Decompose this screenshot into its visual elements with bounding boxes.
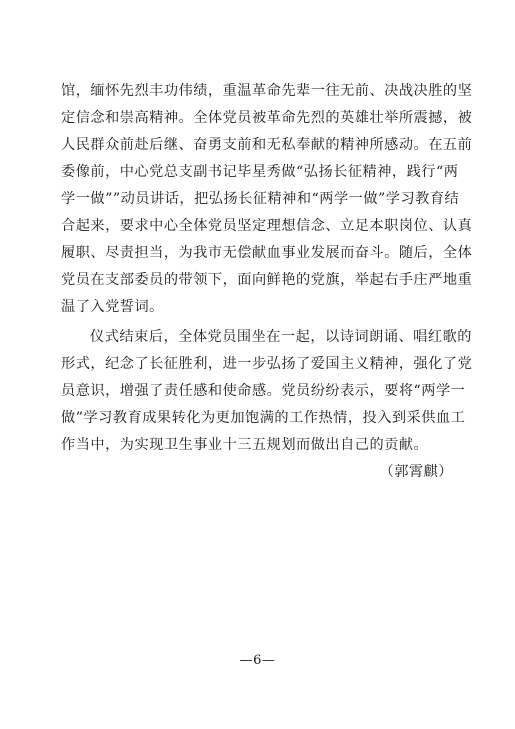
- paragraph-line: 学一做””动员讲话，把弘扬长征精神和“两学一做”学习教育结: [61, 191, 460, 207]
- paragraph-2: [61, 324, 473, 459]
- paragraph-1: [61, 78, 473, 321]
- paragraph-line: 履职、尽责担当，为我市无偿献血事业发展而奋斗。随后，全体: [61, 245, 473, 261]
- author-signature: （郭霄麒）: [379, 464, 453, 480]
- paragraph-line: 形式，纪念了长征胜利，进一步弘扬了爱国主义精神，强化了党: [61, 356, 473, 372]
- paragraph-line: 合起来，要求中心全体党员坚定理想信念、立足本职岗位、认真: [61, 218, 473, 234]
- paragraph-line: 人民群众前赴后继、奋勇支前和无私奉献的精神所感动。在五前: [61, 137, 473, 153]
- body-text: [61, 78, 473, 486]
- paragraph-line: 做”学习教育成果转化为更加饱满的工作热情，投入到采供血工: [61, 410, 466, 426]
- paragraph-line: 作当中，为实现卫生事业十三五规划而做出自己的贡献。: [61, 437, 429, 453]
- paragraph-line: 馆，缅怀先烈丰功伟绩，重温革命先辈一往无前、决战决胜的坚: [61, 83, 473, 99]
- paragraph-line: 党员在支部委员的带领下，面向鲜艳的党旗，举起右手庄严地重: [61, 272, 473, 288]
- page-number: —6—: [239, 653, 276, 668]
- paragraph-line: 员意识，增强了责任感和使命感。党员纷纷表示，要将“两学一: [61, 383, 466, 399]
- paragraph-line: 委像前，中心党总支副书记毕星秀做“弘扬长征精神，践行“两: [61, 164, 459, 180]
- paragraph-line: 定信念和崇高精神。全体党员被革命先烈的英雄壮举所震撼，被: [61, 110, 473, 126]
- paragraph-line: 仪式结束后，全体党员围坐在一起，以诗词朗诵、唱红歌的: [90, 329, 472, 345]
- paragraph-line: 温了入党誓词。: [61, 299, 164, 315]
